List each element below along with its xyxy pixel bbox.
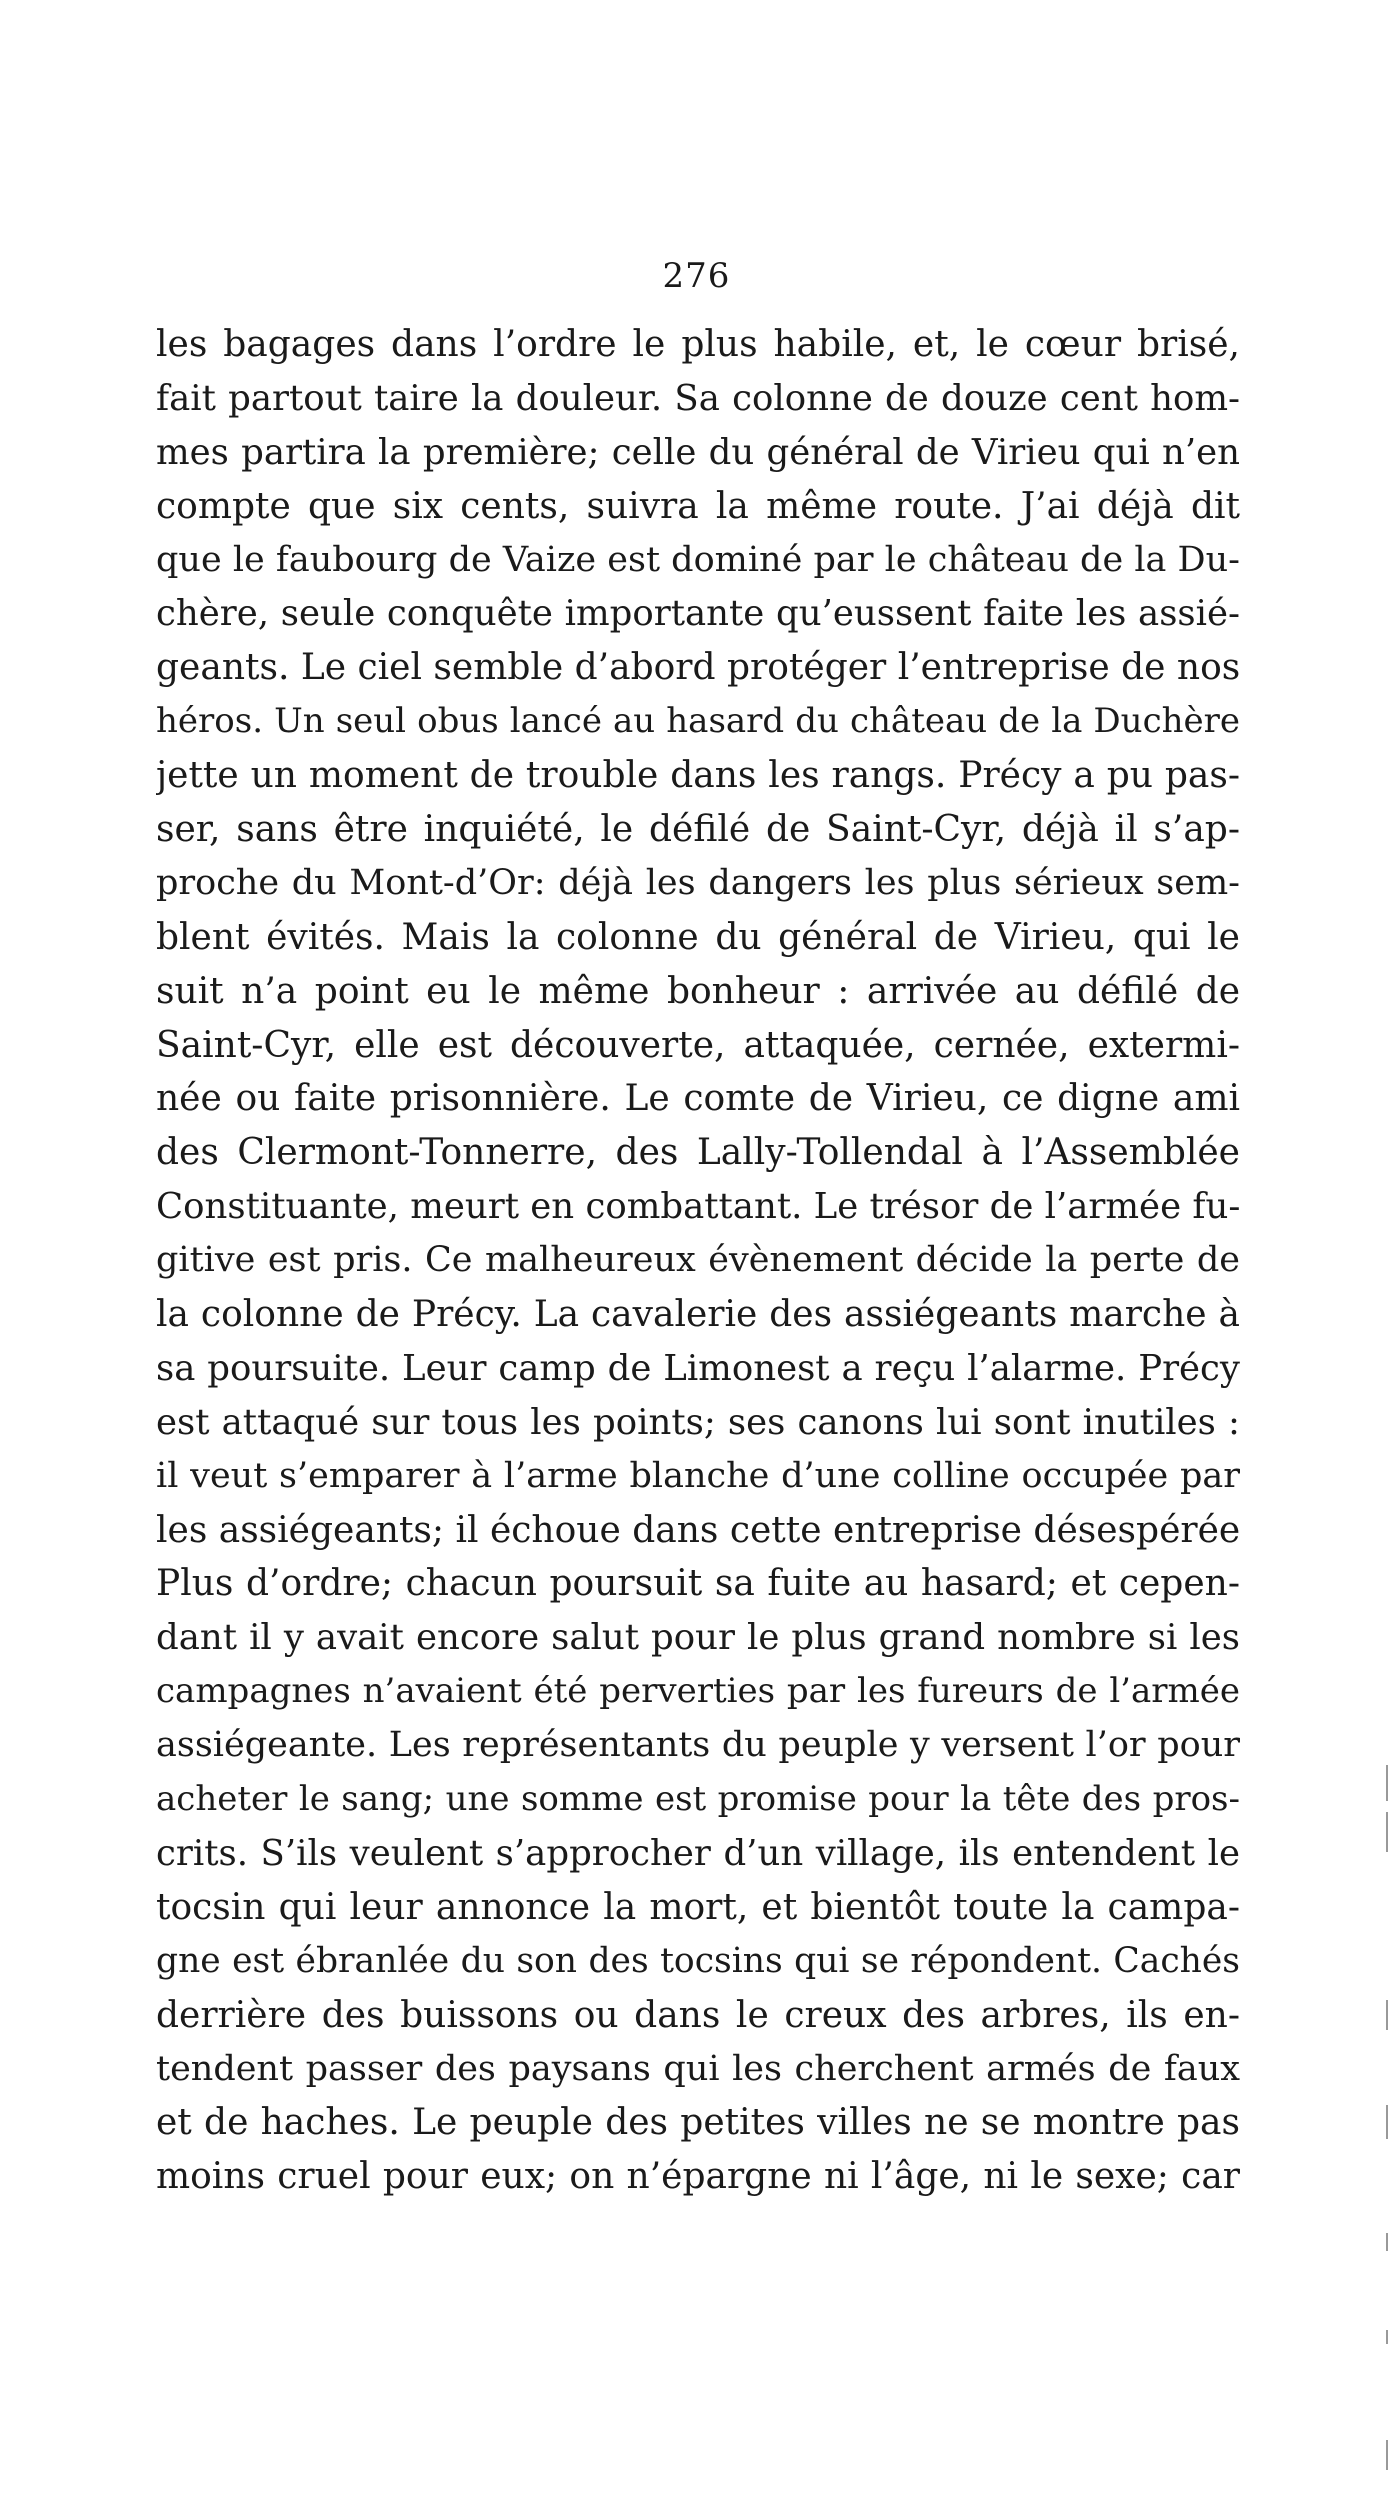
text-line: les bagages dans l’ordre le plus habile, et, le cœur brisé,	[156, 324, 1240, 365]
text-line: acheter le sang; une somme est promise pour la tête des pros-	[156, 1779, 1240, 1820]
text-line: jette un moment de trouble dans les rangs. Précy a pu pas-	[156, 755, 1240, 797]
text-line: la colonne de Précy. La cavalerie des assiégeants marche à	[156, 1294, 1240, 1336]
scan-mark	[1386, 2000, 1388, 2030]
text-line: compte que six cents, suivra la même route. J’ai déjà dit	[156, 485, 1240, 527]
text-line: et de haches. Le peuple des petites villes ne se montre pas	[156, 2102, 1240, 2144]
text-line: héros. Un seul obus lancé au hasard du château de la Duchère	[156, 701, 1240, 742]
text-line: les assiégeants; il échoue dans cette entreprise désespérée	[156, 1509, 1240, 1551]
scan-mark	[1386, 2105, 1388, 2139]
text-line: il veut s’emparer à l’arme blanche d’une colline occupée par	[156, 1455, 1240, 1496]
text-line: suit n’a point eu le même bonheur : arrivée au défilé de	[156, 970, 1240, 1012]
text-line: gne est ébranlée du son des tocsins qui se répondent. Cachés	[156, 1940, 1240, 1981]
text-line: derrière des buissons ou dans le creux des arbres, ils en-	[156, 1994, 1240, 2036]
scan-mark	[1386, 2330, 1388, 2344]
page-number: 276	[662, 256, 731, 296]
text-line: ser, sans être inquiété, le défilé de Saint-Cyr, déjà il s’ap-	[156, 809, 1240, 851]
text-line: mes partira la première; celle du général de Virieu qui n’en	[156, 431, 1240, 473]
scan-mark	[1386, 2440, 1388, 2470]
text-line: campagnes n’avaient été perverties par les fureurs de l’armée	[156, 1671, 1240, 1712]
text-line: des Clermont-Tonnerre, des Lally-Tollendal à l’Assemblée	[156, 1132, 1240, 1174]
text-line: Saint-Cyr, elle est découverte, attaquée, cernée, extermi-	[156, 1024, 1240, 1066]
text-line: dant il y avait encore salut pour le plus grand nombre si les	[156, 1617, 1240, 1659]
body-text	[156, 318, 1240, 2204]
text-line: gitive est pris. Ce malheureux évènement décide la perte de	[156, 1240, 1240, 1281]
text-line: geants. Le ciel semble d’abord protéger l’entreprise de nos	[156, 647, 1240, 689]
text-line: sa poursuite. Leur camp de Limonest a reçu l’alarme. Précy	[156, 1347, 1240, 1389]
text-line: crits. S’ils veulent s’approcher d’un village, ils entendent le	[156, 1832, 1240, 1874]
text-line: assiégeante. Les représentants du peuple y versent l’or pour	[156, 1725, 1240, 1766]
text-line: Plus d’ordre; chacun poursuit sa fuite au hasard; et cepen-	[156, 1563, 1240, 1605]
text-line: blent évités. Mais la colonne du général de Virieu, qui le	[156, 916, 1240, 958]
scan-mark	[1386, 1812, 1388, 1852]
text-line: que le faubourg de Vaize est dominé par le château de la Du-	[156, 539, 1240, 580]
text-line: fait partout taire la douleur. Sa colonne de douze cent hom-	[156, 377, 1240, 419]
text-line: chère, seule conquête importante qu’eussent faite les assié-	[156, 593, 1240, 635]
text-line: Constituante, meurt en combattant. Le trésor de l’armée fu-	[156, 1186, 1240, 1228]
text-line: moins cruel pour eux; on n’épargne ni l’âge, ni le sexe; car	[156, 2156, 1240, 2198]
text-line: tendent passer des paysans qui les cherchent armés de faux	[156, 2048, 1240, 2089]
scan-mark	[1386, 2233, 1388, 2251]
text-line: proche du Mont-d’Or: déjà les dangers les plus sérieux sem-	[156, 862, 1240, 903]
text-line: née ou faite prisonnière. Le comte de Virieu, ce digne ami	[156, 1078, 1240, 1120]
scan-mark	[1386, 1765, 1388, 1801]
text-line: est attaqué sur tous les points; ses canons lui sont inutiles :	[156, 1401, 1240, 1443]
text-line: tocsin qui leur annonce la mort, et bientôt toute la campa-	[156, 1886, 1240, 1928]
